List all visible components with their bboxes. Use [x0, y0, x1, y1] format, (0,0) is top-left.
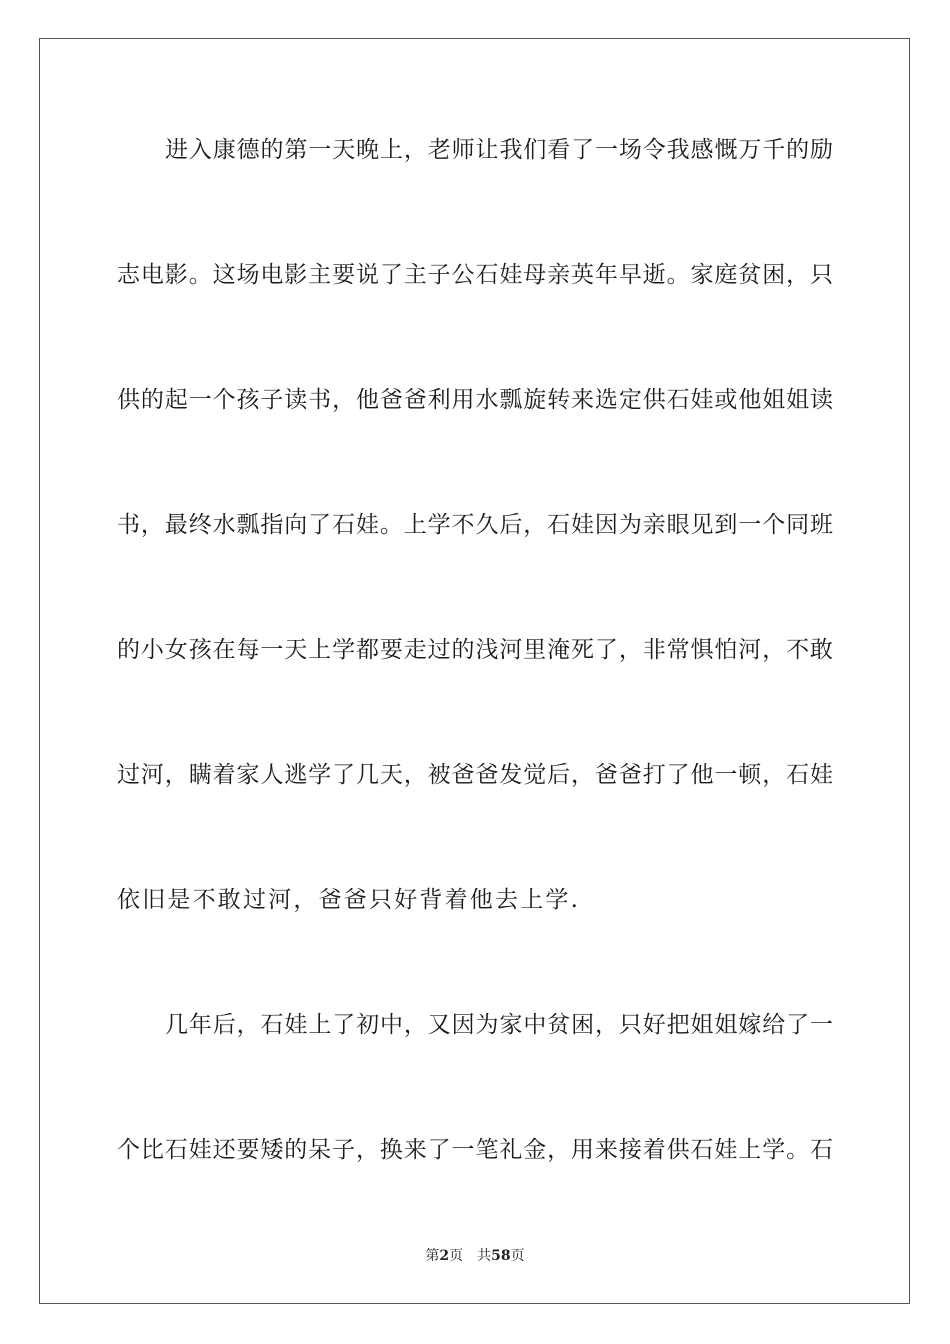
page-footer: [0, 1244, 950, 1268]
total-pages: 58: [491, 1248, 511, 1264]
total-prefix: 共: [477, 1248, 492, 1264]
total-suffix: 页: [510, 1248, 525, 1264]
paragraph-1-line-6: 过河，瞒着家人逃学了几天，被爸爸发觉后，爸爸打了他一顿，石娃: [117, 762, 833, 788]
paragraph-1-line-4: 书，最终水瓢指向了石娃。上学不久后，石娃因为亲眼见到一个同班: [117, 512, 833, 538]
page-number: 2: [439, 1248, 450, 1264]
paragraph-1-line-7: 依旧是不敢过河，爸爸只好背着他去上学.: [117, 887, 581, 913]
paragraph-1-line-2: 志电影。这场电影主要说了主子公石娃母亲英年早逝。家庭贫困，只: [117, 262, 833, 288]
paragraph-1-line-5: 的小女孩在每一天上学都要走过的浅河里淹死了，非常惧怕河，不敢: [117, 637, 833, 663]
paragraph-2-line-1: 几年后，石娃上了初中，又因为家中贫困，只好把姐姐嫁给了一: [165, 1012, 833, 1038]
page-border: [39, 38, 910, 1304]
page-suffix: 页: [449, 1248, 464, 1264]
page-prefix: 第: [425, 1248, 440, 1264]
paragraph-1-line-3: 供的起一个孩子读书，他爸爸利用水瓢旋转来选定供石娃或他姐姐读: [117, 387, 833, 413]
paragraph-2-line-2: 个比石娃还要矮的呆子，换来了一笔礼金，用来接着供石娃上学。石: [117, 1137, 833, 1163]
paragraph-1-line-1: 进入康德的第一天晚上，老师让我们看了一场令我感慨万千的励: [165, 137, 833, 163]
